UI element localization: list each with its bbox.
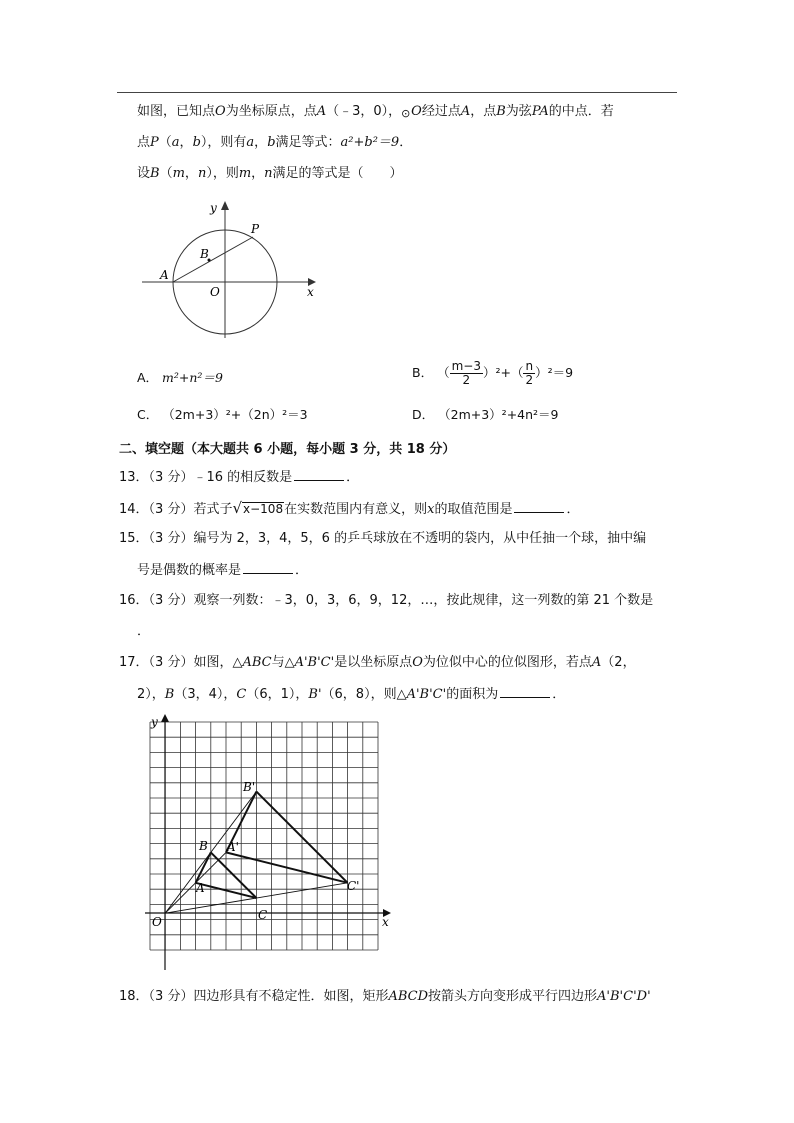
label-A: A [196,881,205,895]
option-B: B． （ $\frac{m-3}{2}$ ）²+（ $\frac{n}{2}$ ）²＝9 [412,359,574,387]
answer-blank[interactable] [294,468,344,481]
chord-PA [173,237,253,282]
question-13: 13．（3 分）﹣16 的相反数是 ． [119,470,360,485]
label-A-prime: A' [227,840,239,854]
label-x: x [382,915,389,929]
label-B: B [199,839,208,853]
question-16-line2: ． [137,624,151,639]
label-A: A [160,268,169,282]
label-y: y [151,715,158,729]
label-x: x [307,285,314,299]
label-C-prime: C' [347,879,360,893]
label-B-prime: B' [243,780,256,794]
question-16-line1: 16．（3 分）观察一列数：﹣3，0，3，6，9，12，…，按此规律，这一列数的第 21 个数是 [119,593,654,608]
answer-blank[interactable] [500,685,550,698]
question-15-line2: 号是偶数的概率是 ． [137,563,309,578]
section-title: 二、填空题（本大题共 6 小题，每小题 3 分，共 18 分） [119,442,456,457]
label-C: C [258,908,268,922]
answer-blank[interactable] [243,561,293,574]
answer-blank[interactable] [514,500,564,513]
q12-line3: 设B（m，n），则m，n满足的等式是（ ） [137,166,403,181]
q12-line1: 如图，已知点O为坐标原点，点A（﹣3，0）， ⊙ O经过点A，点B为弦PA的中点．若 [137,103,614,121]
option-C: C． （2m+3）²+（2n）²＝3 [137,407,308,422]
y-axis-arrow [221,201,229,210]
question-14: 14．（3 分）若式子√x−108在实数范围内有意义，则x的取值范围是 ． [119,499,580,517]
question-17-line2: 2），B（3，4），C（6，1），B'（6，8），则△A'B'C'的面积为 ． [137,687,566,702]
edge-AB [196,852,211,882]
option-D: D． （2m+3）²+4n²＝9 [412,407,559,422]
y-axis-arrow [161,714,169,722]
top-rule [117,92,677,93]
label-B: B [200,247,209,261]
label-y: y [210,201,217,215]
label-O: O [152,915,162,929]
circle-dot-symbol: ⊙ [401,107,411,120]
q12-line2: 点P（a，b），则有a，b满足等式：a²+b²＝9． [137,135,413,150]
label-P: P [251,222,260,236]
label-O: O [210,285,220,299]
option-A: A． m²+n²＝9 [137,370,223,385]
q12-circle-figure [140,198,330,343]
question-17-line1: 17．（3 分）如图，△ABC与△A'B'C'是以坐标原点O为位似中心的位似图形，若点A（2， [119,655,636,670]
question-15-line1: 15．（3 分）编号为 2，3，4，5，6 的乒乓球放在不透明的袋内，从中任抽一个球，抽中编 [119,531,647,546]
question-18-line1: 18．（3 分）四边形具有不稳定性．如图，矩形ABCD按箭头方向变形成平行四边形A'B'C'D' [119,989,651,1004]
q17-grid-figure [140,712,400,974]
